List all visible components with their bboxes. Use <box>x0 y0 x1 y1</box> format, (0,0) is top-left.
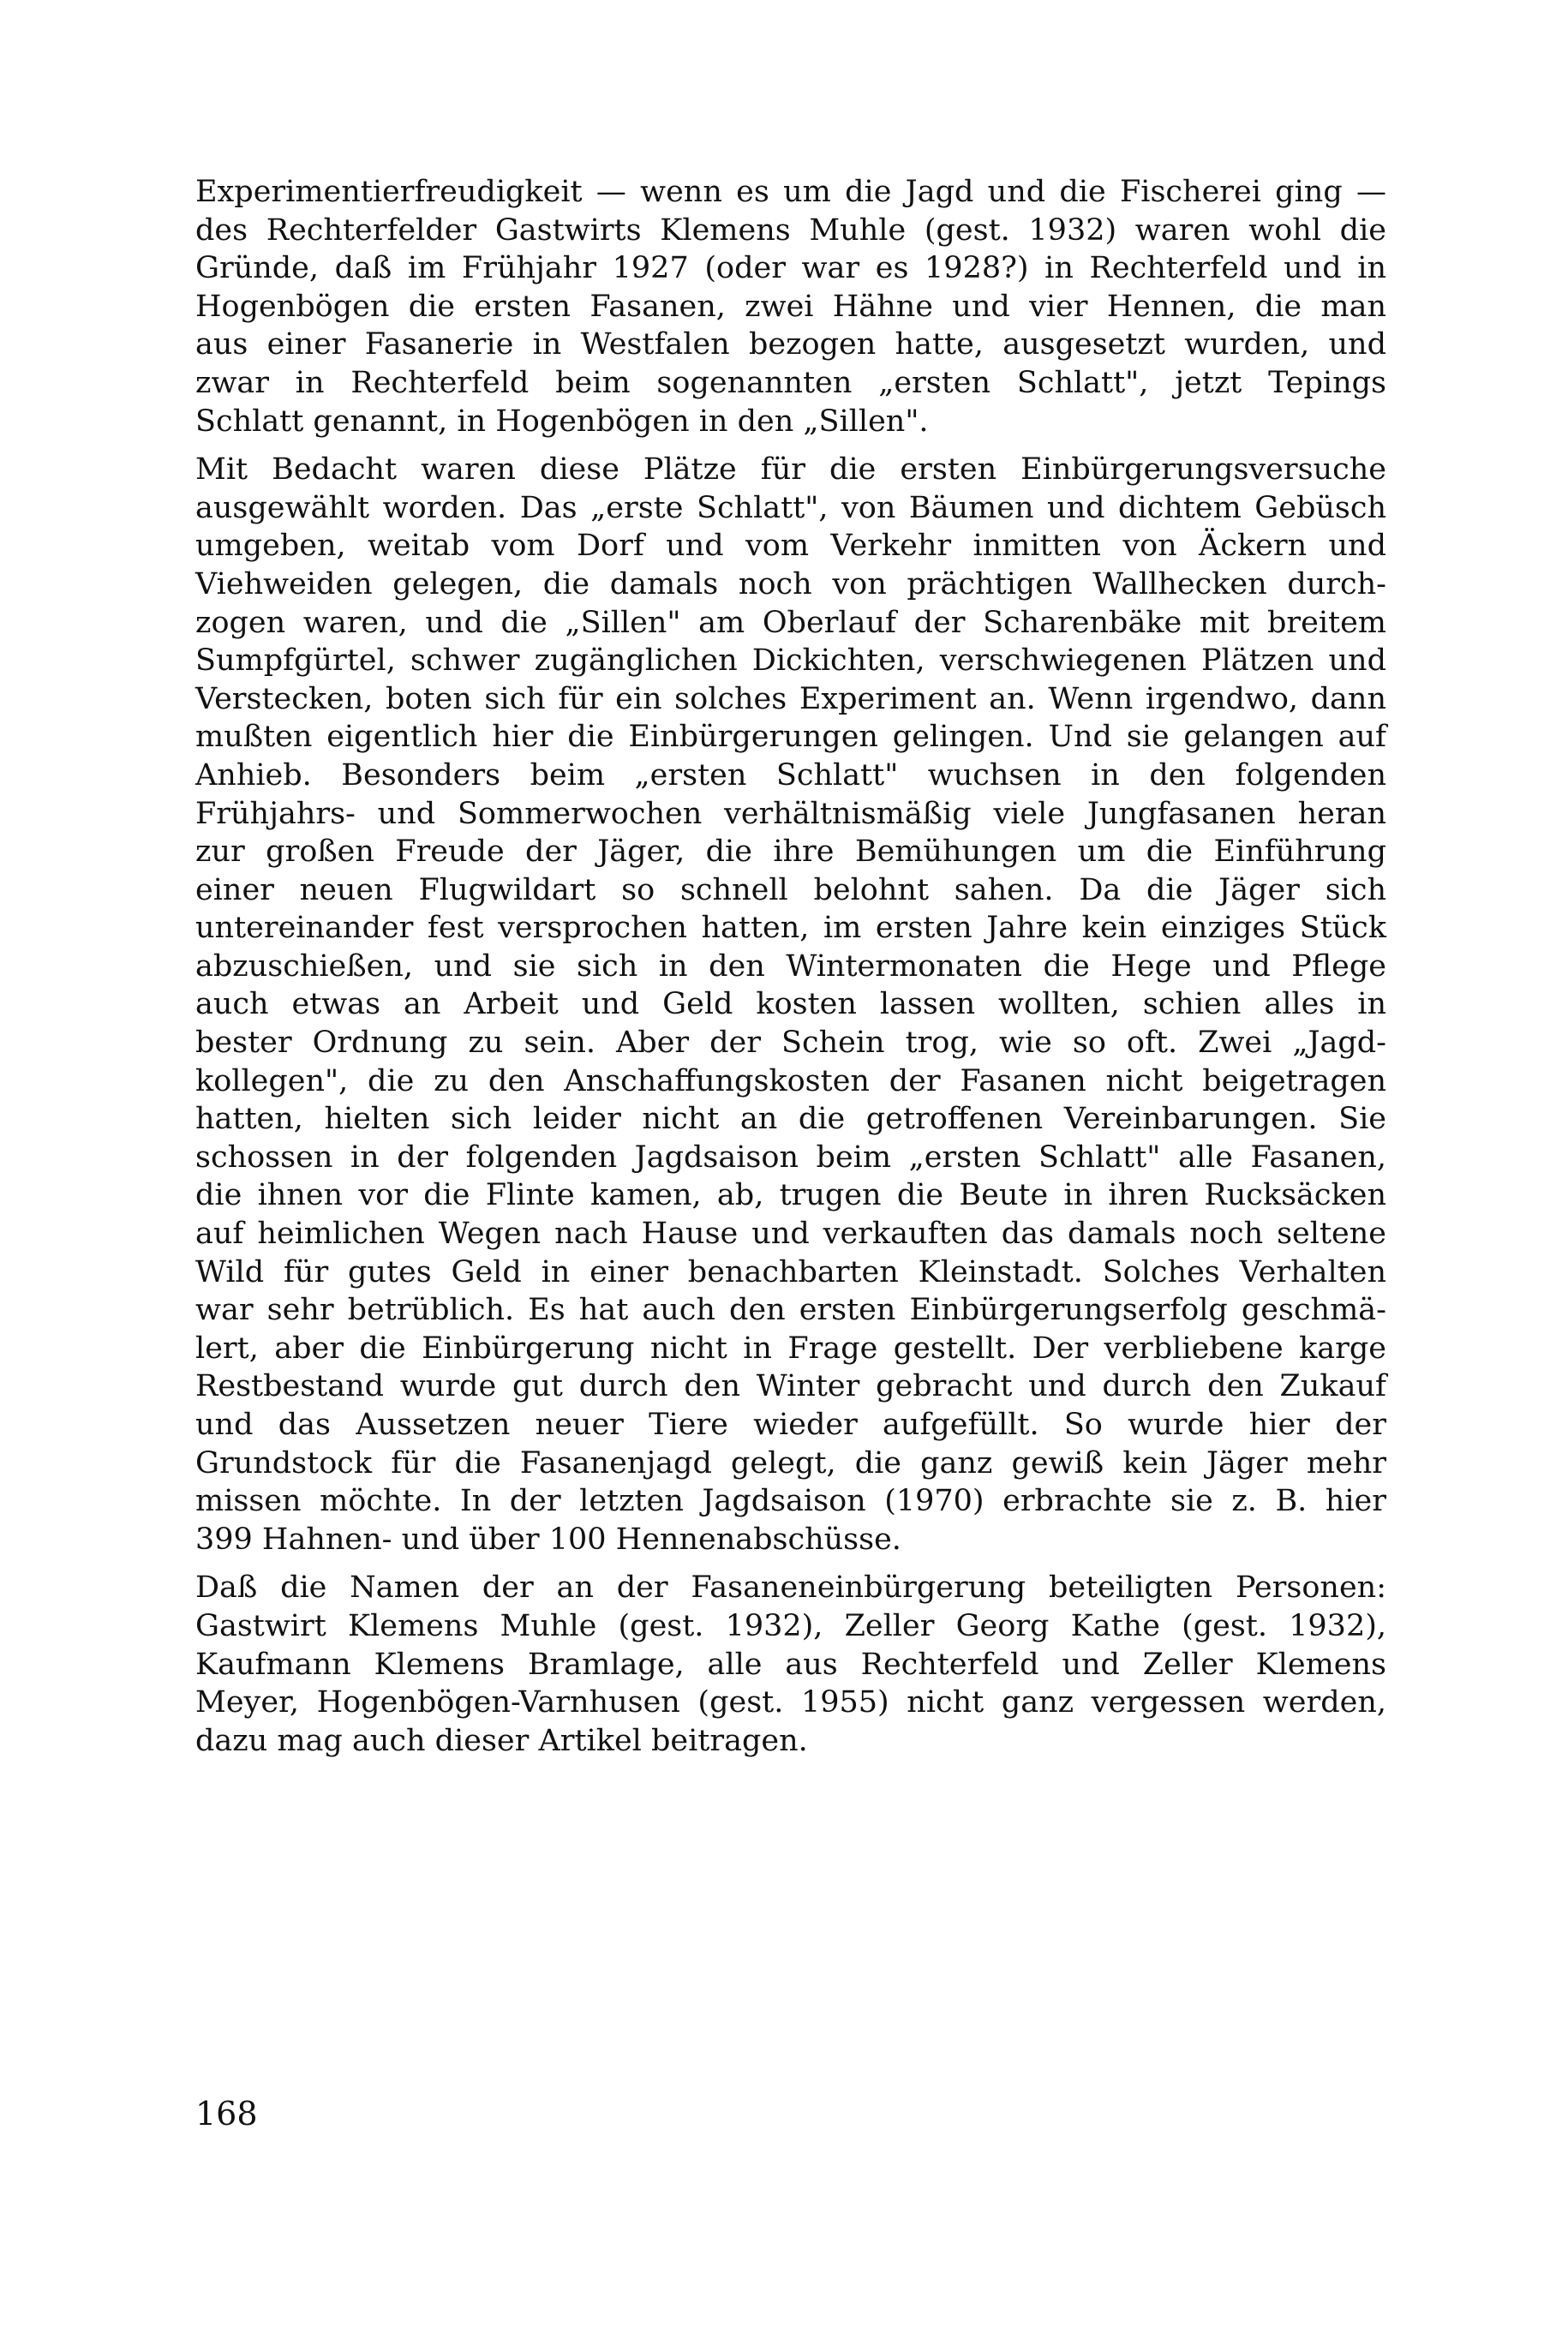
text-line: dazu mag auch dieser Artikel beitragen. <box>195 1723 808 1758</box>
paragraph <box>195 1569 1386 1760</box>
text-line: Verstecken, boten sich für ein solches Experiment an. Wenn irgendwo, dann <box>195 681 1386 716</box>
paragraph <box>195 173 1386 440</box>
text-line: einer neuen Flugwildart so schnell belohnt sahen. Da die Jäger sich <box>195 872 1386 907</box>
text-line: Mit Bedacht waren diese Plätze für die ersten Einbürgerungsversuche <box>195 452 1386 488</box>
text-line: Grundstock für die Fasanenjagd gelegt, die ganz gewiß kein Jäger mehr <box>195 1445 1386 1481</box>
text-line: zogen waren, und die „Sillen" am Oberlauf der Scharenbäke mit breitem <box>195 605 1386 640</box>
text-line: Gründe, daß im Frühjahr 1927 (oder war es 1928?) in Rechterfeld und in <box>195 251 1386 286</box>
text-line: 399 Hahnen- und über 100 Hennenabschüsse. <box>195 1522 901 1557</box>
text-line: Wild für gutes Geld in einer benachbarten Kleinstadt. Solches Verhalten <box>195 1254 1386 1289</box>
text-line: Meyer, Hogenbögen-Varnhusen (gest. 1955) nicht ganz vergessen werden, <box>195 1685 1386 1720</box>
text-line: war sehr betrüblich. Es hat auch den ersten Einbürgerungserfolg geschmä- <box>195 1293 1386 1328</box>
text-line: zur großen Freude der Jäger, die ihre Bemühungen um die Einführung <box>195 834 1386 870</box>
text-line: mußten eigentlich hier die Einbürgerungen gelingen. Und sie gelangen auf <box>195 720 1386 755</box>
body-text <box>195 173 1386 1770</box>
paragraph <box>195 451 1386 1558</box>
text-line: des Rechterfelder Gastwirts Klemens Muhle (gest. 1932) waren wohl die <box>195 212 1386 248</box>
text-line: schossen in der folgenden Jagdsaison beim „ersten Schlatt" alle Fasanen, <box>195 1140 1386 1175</box>
text-line: auf heimlichen Wegen nach Hause und verkauften das damals noch seltene <box>195 1217 1386 1252</box>
text-line: kollegen", die zu den Anschaffungskosten der Fasanen nicht beigetragen <box>195 1063 1386 1098</box>
page-number: 168 <box>195 2095 258 2133</box>
text-line: lert, aber die Einbürgerung nicht in Frage gestellt. Der verbliebene karge <box>195 1331 1386 1366</box>
text-line: hatten, hielten sich leider nicht an die getroffenen Vereinbarungen. Sie <box>195 1102 1386 1137</box>
text-line: Gastwirt Klemens Muhle (gest. 1932), Zeller Georg Kathe (gest. 1932), <box>195 1608 1386 1643</box>
text-line: Kaufmann Klemens Bramlage, alle aus Rechterfeld und Zeller Klemens <box>195 1647 1386 1682</box>
text-line: abzuschießen, und sie sich in den Wintermonaten die Hege und Pflege <box>195 948 1386 984</box>
text-line: und das Aussetzen neuer Tiere wieder aufgefüllt. So wurde hier der <box>195 1408 1386 1442</box>
text-line: ausgewählt worden. Das „erste Schlatt", von Bäumen und dichtem Gebüsch <box>195 490 1386 525</box>
text-line: Hogenbögen die ersten Fasanen, zwei Hähne und vier Hennen, die man <box>195 289 1386 324</box>
text-line: Schlatt genannt, in Hogenbögen in den „Sillen". <box>195 404 929 439</box>
text-line: missen möchte. In der letzten Jagdsaison (1970) erbrachte sie z. B. hier <box>195 1484 1386 1519</box>
text-line: Sumpfgürtel, schwer zugänglichen Dickichten, verschwiegenen Plätzen und <box>195 643 1386 679</box>
text-line: Viehweiden gelegen, die damals noch von prächtigen Wallhecken durch- <box>195 566 1386 601</box>
text-line: bester Ordnung zu sein. Aber der Schein trog, wie so oft. Zwei „Jagd- <box>195 1026 1386 1061</box>
text-line: auch etwas an Arbeit und Geld kosten lassen wollten, schien alles in <box>195 987 1386 1022</box>
text-line: aus einer Fasanerie in Westfalen bezogen hatte, ausgesetzt wurden, und <box>195 327 1386 362</box>
text-line: Restbestand wurde gut durch den Winter gebracht und durch den Zukauf <box>195 1369 1386 1404</box>
text-line: Experimentierfreudigkeit — wenn es um die Jagd und die Fischerei ging — <box>195 175 1386 209</box>
text-line: die ihnen vor die Flinte kamen, ab, trugen die Beute in ihren Rucksäcken <box>195 1178 1386 1213</box>
text-line: umgeben, weitab vom Dorf und vom Verkehr inmitten von Äckern und <box>195 529 1386 564</box>
text-line: Frühjahrs- und Sommerwochen verhältnismäßig viele Jungfasanen heran <box>195 796 1386 831</box>
text-line: Anhieb. Besonders beim „ersten Schlatt" wuchsen in den folgenden <box>195 757 1386 793</box>
text-line: Daß die Namen der an der Fasaneneinbürgerung beteiligten Personen: <box>195 1570 1386 1606</box>
text-line: zwar in Rechterfeld beim sogenannten „ersten Schlatt", jetzt Tepings <box>195 365 1386 400</box>
text-line: untereinander fest versprochen hatten, im ersten Jahre kein einziges Stück <box>195 911 1386 946</box>
